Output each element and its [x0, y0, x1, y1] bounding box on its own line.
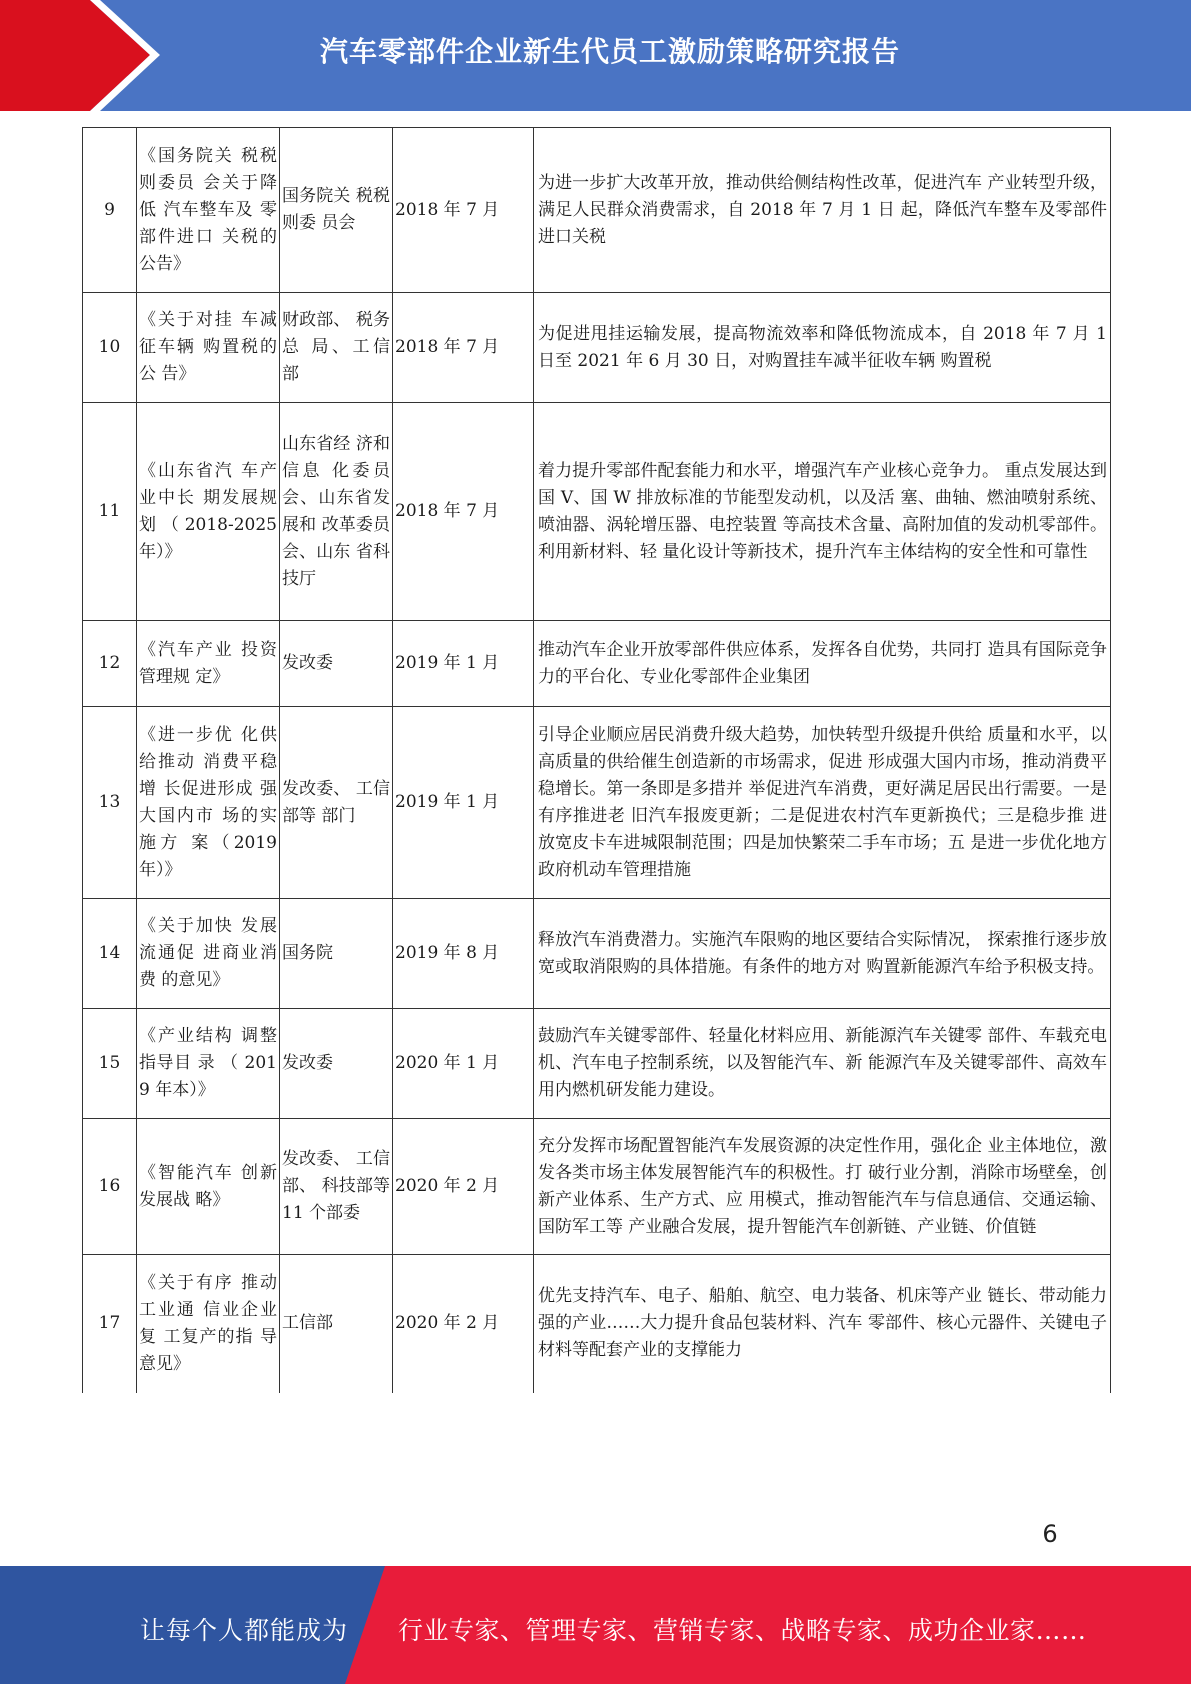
footer-banner [0, 1566, 1191, 1684]
table-row [83, 128, 1111, 293]
policy-title: 《山东省汽 车产业中长 期发展规划 （ 2018-2025 年）》 [137, 403, 280, 621]
issue-date: 2018 年 7 月 [393, 128, 534, 293]
footer-slogan-left: 让每个人都能成为 [140, 1616, 349, 1645]
issue-date: 2020 年 2 月 [393, 1255, 534, 1393]
policy-table [82, 127, 1111, 1393]
row-number: 16 [83, 1119, 137, 1255]
table-row [83, 1009, 1111, 1119]
policy-title: 《智能汽车 创新发展战 略》 [137, 1119, 280, 1255]
policy-table-body [83, 128, 1111, 1393]
policy-content: 鼓励汽车关键零部件、轻量化材料应用、新能源汽车关键零 部件、车载充电机、汽车电子控制系统，以及智能汽车、新 能源汽车及关键零部件、高效车用内燃机研发能力建设。 [534, 1009, 1111, 1119]
policy-content: 为促进甩挂运输发展，提高物流效率和降低物流成本，自 2018 年 7 月 1 日至 2021 年 6 月 30 日，对购置挂车减半征收车辆 购置税 [534, 293, 1111, 403]
table-row [83, 899, 1111, 1009]
row-number: 17 [83, 1255, 137, 1393]
policy-content: 充分发挥市场配置智能汽车发展资源的决定性作用，强化企 业主体地位，激发各类市场主体发展智能汽车的积极性。打 破行业分割，消除市场壁垒，创新产业体系、生产方式、应 用模式，推动智能汽车与信息通信、交通运输、国防军工等 产业融合发展，提升智能汽车创新链、产业链、价值链 [534, 1119, 1111, 1255]
header-banner [0, 0, 1191, 111]
policy-title: 《关于有序 推动工业通 信业企业复 工复产的指 导意见》 [137, 1255, 280, 1393]
issuing-department: 国务院关 税税则委 员会 [280, 128, 393, 293]
issuing-department: 山东省经 济和信息 化委员 会、山东省发展和 改革委员 会、山东 省科技厅 [280, 403, 393, 621]
table-row [83, 293, 1111, 403]
policy-content: 释放汽车消费潜力。实施汽车限购的地区要结合实际情况， 探索推行逐步放宽或取消限购的具体措施。有条件的地方对 购置新能源汽车给予积极支持。 [534, 899, 1111, 1009]
row-number: 10 [83, 293, 137, 403]
row-number: 11 [83, 403, 137, 621]
table-row [83, 621, 1111, 707]
policy-content: 推动汽车企业开放零部件供应体系，发挥各自优势，共同打 造具有国际竞争力的平台化、专业化零部件企业集团 [534, 621, 1111, 707]
issuing-department: 发改委 [280, 1009, 393, 1119]
document-title: 汽车零部件企业新生代员工激励策略研究报告 [319, 35, 900, 68]
issue-date: 2019 年 1 月 [393, 707, 534, 899]
policy-content: 引导企业顺应居民消费升级大趋势，加快转型升级提升供给 质量和水平，以高质量的供给催生创造新的市场需求，促进 形成强大国内市场，推动消费平稳增长。第一条即是多措并 举促进汽车消费，更好满足居民出行需要。一是有序推进老 旧汽车报废更新；二是促进农村汽车更新换代；三是稳步推 进放宽皮卡车进城限制范围；四是加快繁荣二手车市场；五 是进一步优化地方政府机动车管理措施 [534, 707, 1111, 899]
table-row [83, 1119, 1111, 1255]
issuing-department: 工信部 [280, 1255, 393, 1393]
policy-title: 《汽车产业 投资管理规 定》 [137, 621, 280, 707]
issuing-department: 发改委、 工信部等 部门 [280, 707, 393, 899]
issue-date: 2018 年 7 月 [393, 293, 534, 403]
table-row [83, 1255, 1111, 1393]
footer-slogan-right: 行业专家、管理专家、营销专家、战略专家、成功企业家…… [398, 1616, 1087, 1645]
row-number: 14 [83, 899, 137, 1009]
row-number: 9 [83, 128, 137, 293]
row-number: 12 [83, 621, 137, 707]
issuing-department: 国务院 [280, 899, 393, 1009]
issuing-department: 财政部、 税务总 局、工信 部 [280, 293, 393, 403]
issue-date: 2020 年 1 月 [393, 1009, 534, 1119]
policy-title: 《国务院关 税税则委员 会关于降低 汽车整车及 零部件进口 关税的公告》 [137, 128, 280, 293]
table-row [83, 707, 1111, 899]
policy-title: 《关于对挂 车减征车辆 购置税的公 告》 [137, 293, 280, 403]
issuing-department: 发改委 [280, 621, 393, 707]
policy-title: 《关于加快 发展流通促 进商业消费 的意见》 [137, 899, 280, 1009]
issuing-department: 发改委、 工信部、 科技部等 11 个部委 [280, 1119, 393, 1255]
policy-title: 《产业结构 调整指导目 录 （ 2019 年本）》 [137, 1009, 280, 1119]
issue-date: 2019 年 8 月 [393, 899, 534, 1009]
policy-content: 优先支持汽车、电子、船舶、航空、电力装备、机床等产业 链长、带动能力强的产业……大力提升食品包装材料、汽车 零部件、核心元器件、关键电子材料等配套产业的支撑能力 [534, 1255, 1111, 1393]
table-row [83, 403, 1111, 621]
policy-content: 为进一步扩大改革开放，推动供给侧结构性改革，促进汽车 产业转型升级，满足人民群众消费需求，自 2018 年 7 月 1 日 起，降低汽车整车及零部件进口关税 [534, 128, 1111, 293]
row-number: 13 [83, 707, 137, 899]
issue-date: 2019 年 1 月 [393, 621, 534, 707]
policy-content: 着力提升零部件配套能力和水平，增强汽车产业核心竞争力。 重点发展达到国 V、国 W 排放标准的节能型发动机，以及活 塞、曲轴、燃油喷射系统、喷油器、涡轮增压器、电控装置 等高技术含量、高附加值的发动机零部件。利用新材料、轻 量化设计等新技术，提升汽车主体结构的安全性和可靠性 [534, 403, 1111, 621]
page-number: 6 [1042, 1520, 1058, 1548]
issue-date: 2020 年 2 月 [393, 1119, 534, 1255]
issue-date: 2018 年 7 月 [393, 403, 534, 621]
row-number: 15 [83, 1009, 137, 1119]
policy-title: 《进一步优 化供给推动 消费平稳增 长促进形成 强大国内市 场的实施方 案（2019 年）》 [137, 707, 280, 899]
